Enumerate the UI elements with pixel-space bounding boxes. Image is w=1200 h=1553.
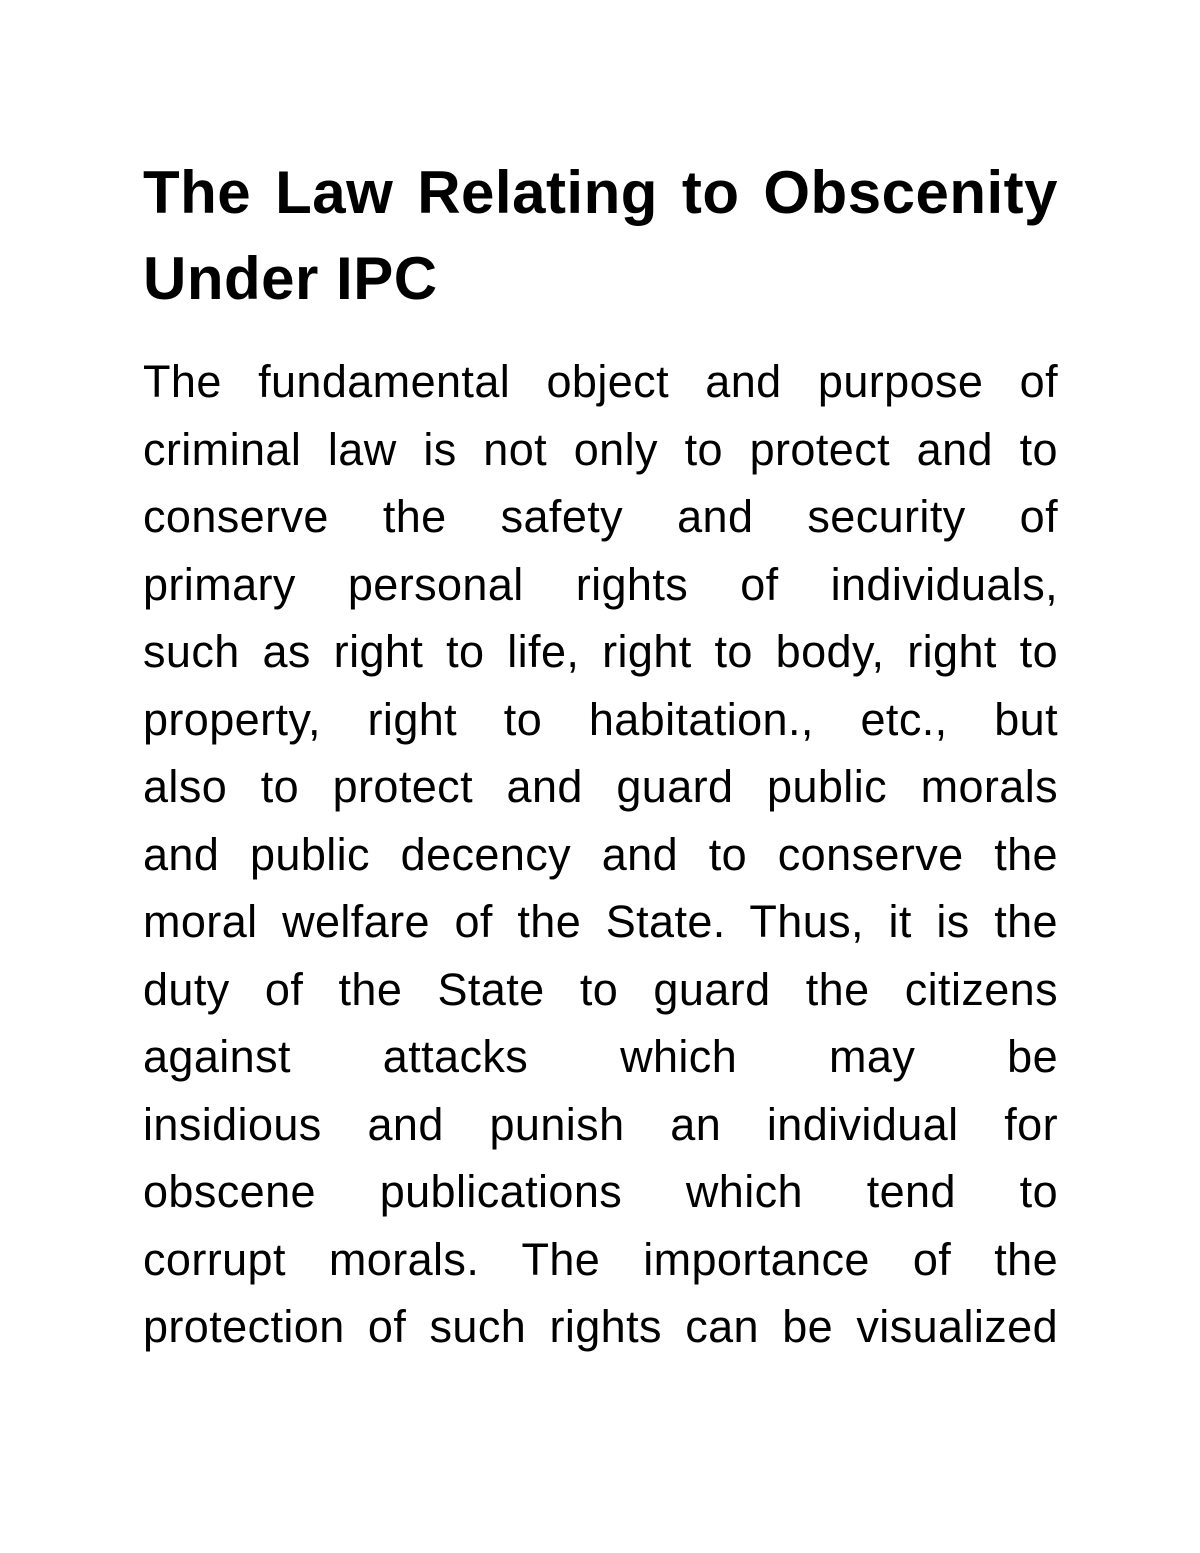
- paragraph-line: moral welfare of the State. Thus, it is the: [143, 896, 1058, 947]
- paragraph-line: and public decency and to conserve the: [143, 828, 1058, 880]
- document-page: [143, 150, 1058, 1361]
- paragraph-line: primary personal rights of individuals,: [143, 558, 1058, 610]
- paragraph-line: protection of such rights can be visualized: [143, 1301, 1058, 1352]
- paragraph-line: conserve the safety and security of: [143, 491, 1058, 542]
- paragraph-line: obscene publications which tend to: [143, 1166, 1058, 1217]
- document-title: The Law Relating to Obscenity Under IPC: [143, 159, 1058, 312]
- paragraph-line: also to protect and guard public morals: [143, 761, 1058, 812]
- paragraph-line: The fundamental object and purpose of: [143, 356, 1058, 407]
- paragraph-line: criminal law is not only to protect and to: [143, 423, 1058, 475]
- paragraph-line: against attacks which may be: [143, 1031, 1058, 1082]
- paragraph-line: duty of the State to guard the citizens: [143, 963, 1058, 1015]
- paragraph-line: insidious and punish an individual for: [143, 1098, 1058, 1150]
- body-paragraph: [143, 348, 1058, 1361]
- paragraph-line: such as right to life, right to body, right to: [143, 626, 1058, 677]
- paragraph-line: property, right to habitation., etc., but: [143, 693, 1058, 745]
- paragraph-line: corrupt morals. The importance of the: [143, 1233, 1058, 1285]
